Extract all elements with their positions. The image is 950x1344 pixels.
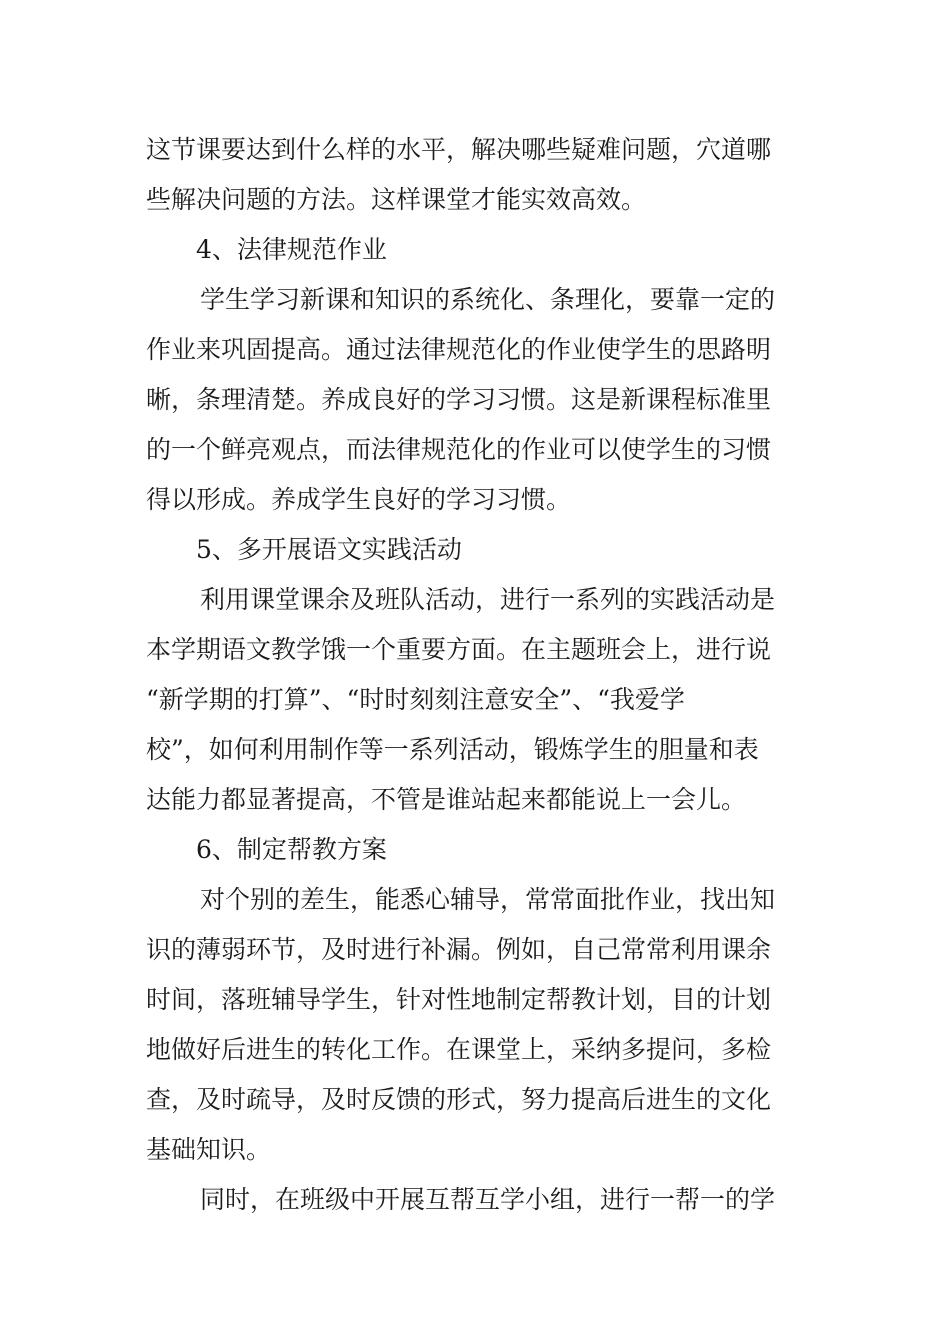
- paragraph-line: 的一个鲜亮观点，而法律规范化的作业可以使学生的习惯: [146, 435, 772, 464]
- paragraph-line: “新学期的打算”、“时时刻刻注意安全”、“我爱学: [146, 685, 685, 714]
- paragraph-line: 同时，在班级中开展互帮互学小组，进行一帮一的学: [200, 1185, 776, 1214]
- paragraph-line: 作业来巩固提高。通过法律规范化的作业使学生的思路明: [146, 335, 772, 364]
- paragraph-line: 这节课要达到什么样的水平，解决哪些疑难问题，穴道哪: [146, 135, 772, 164]
- paragraph-line: 时间，落班辅导学生，针对性地制定帮教计划，目的计划: [146, 985, 772, 1014]
- paragraph-line: 校”，如何利用制作等一系列活动，锻炼学生的胆量和表: [146, 735, 759, 764]
- paragraph-line: 些解决问题的方法。这样课堂才能实效高效。: [146, 185, 647, 214]
- section-heading: 4、法律规范作业: [196, 235, 387, 264]
- paragraph-line: 本学期语文教学饿一个重要方面。在主题班会上，进行说: [146, 635, 772, 664]
- paragraph-line: 利用课堂课余及班队活动，进行一系列的实践活动是: [200, 585, 776, 614]
- paragraph-line: 查，及时疏导，及时反馈的形式，努力提高后进生的文化: [146, 1085, 772, 1114]
- paragraph-line: 晰，条理清楚。养成良好的学习习惯。这是新课程标准里: [146, 385, 772, 414]
- section-heading: 6、制定帮教方案: [196, 835, 387, 864]
- paragraph-line: 基础知识。: [146, 1135, 272, 1164]
- paragraph-line: 地做好后进生的转化工作。在课堂上，采纳多提问，多检: [146, 1035, 772, 1064]
- paragraph-line: 对个别的差生，能悉心辅导，常常面批作业，找出知: [200, 885, 776, 914]
- paragraph-line: 达能力都显著提高，不管是谁站起来都能说上一会儿。: [146, 785, 747, 814]
- paragraph-line: 学生学习新课和知识的系统化、条理化，要靠一定的: [200, 285, 776, 314]
- section-heading: 5、多开展语文实践活动: [196, 535, 462, 564]
- paragraph-line: 识的薄弱环节，及时进行补漏。例如，自己常常利用课余: [146, 935, 772, 964]
- paragraph-line: 得以形成。养成学生良好的学习习惯。: [146, 485, 572, 514]
